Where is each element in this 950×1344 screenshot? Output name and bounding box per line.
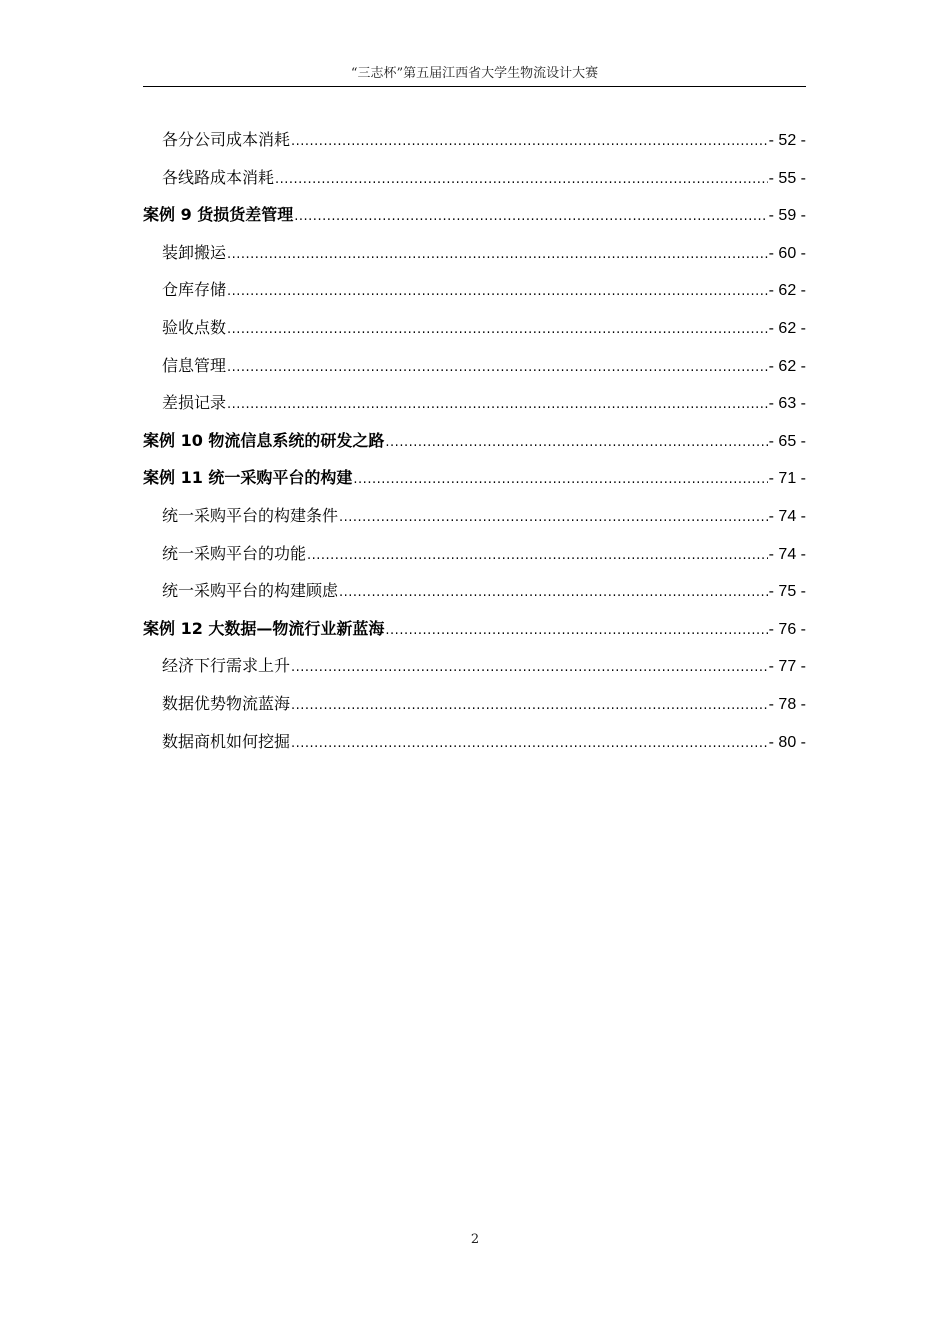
toc-entry-title: 装卸搬运: [162, 242, 227, 262]
toc-section-entry[interactable]: [143, 271, 806, 309]
toc-section-entry[interactable]: [143, 497, 806, 535]
toc-dot-leader: [353, 461, 767, 497]
toc-entry-title: 数据商机如何挖掘: [162, 731, 291, 751]
toc-dot-leader: [227, 273, 768, 309]
toc-entry-title: 信息管理: [162, 355, 227, 375]
toc-section-entry[interactable]: [143, 685, 806, 723]
toc-entry-title: 各线路成本消耗: [162, 167, 275, 187]
toc-dot-leader: [291, 649, 768, 685]
toc-section-entry[interactable]: [143, 159, 806, 197]
page-number: 2: [470, 1232, 480, 1247]
toc-entry-page: - 74 -: [768, 545, 806, 563]
toc-chapter-entry[interactable]: [143, 422, 806, 460]
toc-entry-title: 经济下行需求上升: [162, 656, 291, 676]
toc-section-entry[interactable]: [143, 572, 806, 610]
toc-entry-page: - 65 -: [768, 432, 806, 450]
toc-section-entry[interactable]: [143, 347, 806, 385]
toc-chapter-entry[interactable]: [143, 459, 806, 497]
toc-entry-page: - 80 -: [768, 733, 806, 751]
toc-entry-page: - 59 -: [768, 207, 806, 225]
toc-entry-title: 统一采购平台的构建顾虑: [162, 581, 339, 601]
toc-entry-title: 数据优势物流蓝海: [162, 693, 291, 713]
toc-dot-leader: [291, 123, 768, 159]
toc-dot-leader: [227, 349, 768, 385]
toc-entry-title: 案例 12 大数据—物流行业新蓝海: [143, 618, 385, 638]
toc-dot-leader: [307, 537, 768, 573]
toc-dot-leader: [294, 198, 767, 234]
toc-dot-leader: [339, 574, 768, 610]
toc-section-entry[interactable]: [143, 309, 806, 347]
toc-entry-page: - 71 -: [768, 470, 806, 488]
toc-dot-leader: [291, 687, 768, 723]
toc-entry-page: - 60 -: [768, 244, 806, 262]
toc-chapter-entry[interactable]: [143, 610, 806, 648]
toc-entry-page: - 63 -: [768, 395, 806, 413]
toc-entry-page: - 62 -: [768, 319, 806, 337]
page-header: “三志杯”第五届江西省大学生物流设计大赛: [143, 64, 806, 87]
toc-entry-page: - 55 -: [768, 169, 806, 187]
toc-entry-title: 统一采购平台的功能: [162, 543, 307, 563]
toc-entry-title: 案例 10 物流信息系统的研发之路: [143, 430, 385, 450]
toc-entry-title: 案例 9 货损货差管理: [143, 205, 294, 225]
toc-dot-leader: [227, 236, 768, 272]
toc-section-entry[interactable]: [143, 384, 806, 422]
toc-dot-leader: [385, 424, 767, 460]
toc-entry-page: - 77 -: [768, 658, 806, 676]
toc-section-entry[interactable]: [143, 121, 806, 159]
toc-entry-page: - 74 -: [768, 507, 806, 525]
table-of-contents: [143, 121, 806, 760]
toc-entry-title: 差损记录: [162, 393, 227, 413]
toc-section-entry[interactable]: [143, 647, 806, 685]
toc-dot-leader: [385, 612, 767, 648]
toc-dot-leader: [275, 161, 768, 197]
toc-entry-page: - 78 -: [768, 695, 806, 713]
toc-entry-page: - 62 -: [768, 282, 806, 300]
toc-section-entry[interactable]: [143, 723, 806, 761]
toc-entry-page: - 52 -: [768, 132, 806, 149]
toc-entry-title: 统一采购平台的构建条件: [162, 505, 339, 525]
toc-entry-title: 案例 11 统一采购平台的构建: [143, 468, 353, 488]
toc-dot-leader: [339, 499, 768, 535]
toc-section-entry[interactable]: [143, 535, 806, 573]
toc-dot-leader: [291, 725, 768, 761]
toc-entry-page: - 76 -: [768, 620, 806, 638]
toc-dot-leader: [227, 386, 768, 422]
toc-entry-title: 验收点数: [162, 317, 227, 337]
toc-entry-title: 各分公司成本消耗: [162, 130, 291, 149]
toc-chapter-entry[interactable]: [143, 196, 806, 234]
toc-entry-page: - 62 -: [768, 357, 806, 375]
toc-entry-page: - 75 -: [768, 583, 806, 601]
toc-section-entry[interactable]: [143, 234, 806, 272]
toc-dot-leader: [227, 311, 768, 347]
toc-entry-title: 仓库存储: [162, 280, 227, 300]
